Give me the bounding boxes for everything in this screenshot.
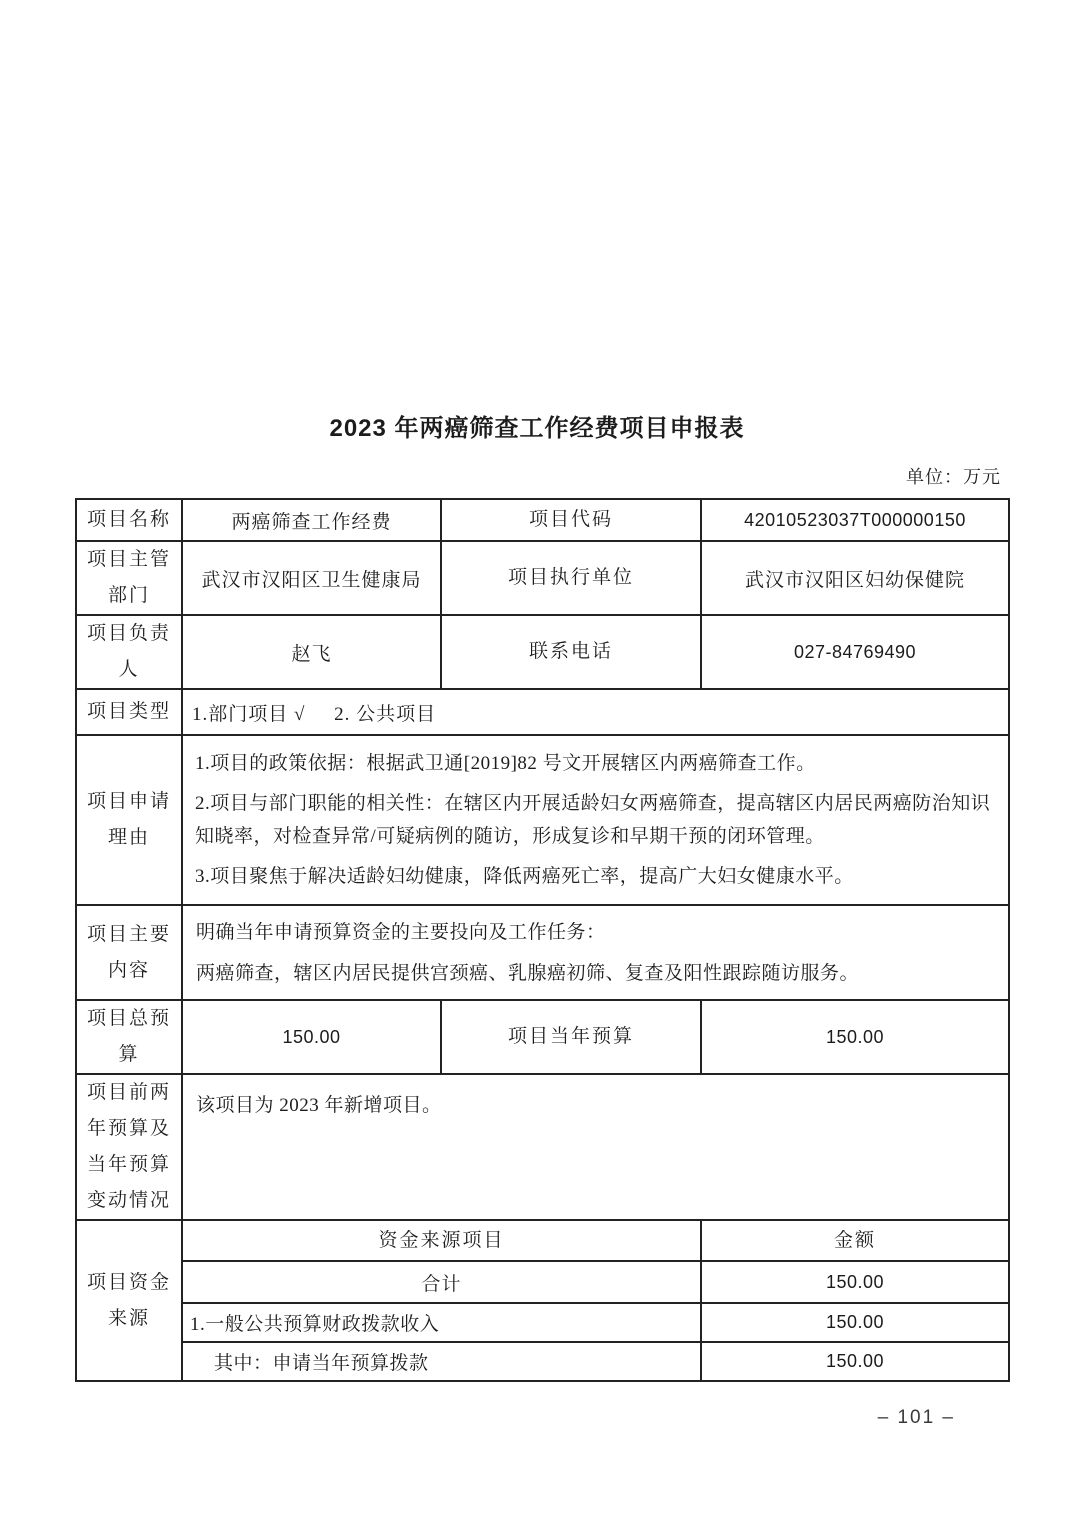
row-supervising-department [76, 541, 1009, 615]
funding-header-amount: 金额 [701, 1220, 1009, 1261]
page-title: 2023 年两癌筛查工作经费项目申报表 [329, 415, 745, 442]
funding-source-label [76, 1220, 182, 1381]
label-line: 项目前两 [86, 1082, 171, 1103]
total-budget-value: 150.00 [182, 1000, 441, 1074]
application-form-table [75, 498, 1010, 1382]
row-funding-general-budget [76, 1303, 1009, 1342]
project-name-label: 项目名称 [76, 499, 182, 541]
row-project-type [76, 689, 1009, 735]
row-funding-current-year [76, 1342, 1009, 1381]
executing-unit-label: 项目执行单位 [441, 541, 701, 615]
label-line: 算 [118, 1044, 140, 1065]
funding-total-name: 合计 [182, 1261, 701, 1303]
project-code-value: 42010523037T000000150 [701, 499, 1009, 541]
project-name-value: 两癌筛查工作经费 [182, 499, 441, 541]
label-line: 年预算及 [86, 1118, 171, 1139]
label-line: 项目主管 [86, 549, 171, 570]
main-content-label [76, 905, 182, 1000]
executing-unit-value: 武汉市汉阳区妇幼保健院 [701, 541, 1009, 615]
funding-general-amount: 150.00 [701, 1303, 1009, 1342]
project-type-value: 1.部门项目 √ 2. 公共项目 [182, 689, 1009, 735]
project-code-label: 项目代码 [441, 499, 701, 541]
unit-note: 单位：万元 [906, 467, 1001, 487]
label-line: 项目负责 [86, 623, 171, 644]
label-line: 理由 [107, 827, 150, 848]
budget-history-value: 该项目为 2023 年新增项目。 [182, 1074, 1009, 1220]
label-line: 内容 [107, 959, 150, 981]
row-project-leader [76, 615, 1009, 689]
funding-current-year-name: 其中：申请当年预算拨款 [182, 1342, 701, 1381]
content-line-1: 明确当年申请预算资金的主要投向及工作任务： [196, 921, 606, 943]
label-line: 项目申请 [86, 791, 171, 812]
funding-total-amount: 150.00 [701, 1261, 1009, 1303]
row-funding-header [76, 1220, 1009, 1261]
total-budget-label [76, 1000, 182, 1074]
project-leader-label [76, 615, 182, 689]
contact-phone-value: 027-84769490 [701, 615, 1009, 689]
row-funding-total [76, 1261, 1009, 1303]
row-application-reason [76, 735, 1009, 905]
project-type-label: 项目类型 [76, 689, 182, 735]
reason-paragraph-3: 3.项目聚焦于解决适龄妇幼健康，降低两癌死亡率，提高广大妇女健康水平。 [195, 866, 854, 887]
content-line-2: 两癌筛查，辖区内居民提供宫颈癌、乳腺癌初筛、复查及阳性跟踪随访服务。 [196, 962, 860, 984]
page-number: – 101 – [877, 1407, 955, 1428]
budget-history-label [76, 1074, 182, 1220]
funding-current-year-amount: 150.00 [701, 1342, 1009, 1381]
label-line: 项目总预 [86, 1008, 171, 1029]
label-line: 变动情况 [86, 1190, 171, 1211]
main-content-value [182, 905, 1009, 1000]
reason-paragraph-1: 1.项目的政策依据：根据武卫通[2019]82 号文开展辖区内两癌筛查工作。 [195, 753, 816, 774]
current-year-budget-value: 150.00 [701, 1000, 1009, 1074]
label-line: 来源 [107, 1307, 150, 1329]
project-leader-value: 赵飞 [182, 615, 441, 689]
row-budget-history [76, 1074, 1009, 1220]
application-reason-label [76, 735, 182, 905]
label-line: 人 [118, 659, 140, 680]
supervising-dept-value: 武汉市汉阳区卫生健康局 [182, 541, 441, 615]
row-project-name [76, 499, 1009, 541]
label-line: 项目主要 [86, 923, 171, 945]
contact-phone-label: 联系电话 [441, 615, 701, 689]
reason-paragraph-2: 2.项目与部门职能的相关性：在辖区内开展适龄妇女两癌筛查，提高辖区内居民两癌防治知识知晓率，对检查异常/可疑病例的随访，形成复诊和早期干预的闭环管理。 [195, 793, 991, 847]
supervising-dept-label [76, 541, 182, 615]
label-line: 当年预算 [86, 1154, 171, 1175]
funding-general-name: 1.一般公共预算财政拨款收入 [182, 1303, 701, 1342]
label-line: 项目资金 [86, 1271, 171, 1293]
row-main-content [76, 905, 1009, 1000]
current-year-budget-label: 项目当年预算 [441, 1000, 701, 1074]
row-total-budget [76, 1000, 1009, 1074]
funding-header-source: 资金来源项目 [182, 1220, 701, 1261]
label-line: 部门 [107, 585, 150, 606]
application-reason-value [182, 735, 1009, 905]
